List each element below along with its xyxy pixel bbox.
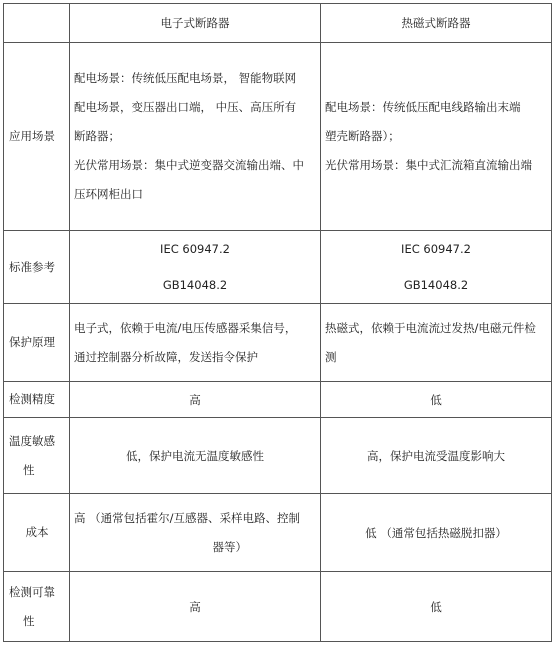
cell-electronic: 高 bbox=[70, 572, 321, 642]
cell-electronic: 电子式，依赖于电流/电压传感器采集信号， 通过控制器分析故障，发送指令保护 bbox=[70, 304, 321, 382]
comparison-table bbox=[3, 3, 552, 642]
header-electronic: 电子式断路器 bbox=[70, 4, 321, 43]
row-label: 检测可靠 性 bbox=[4, 572, 70, 642]
table-row bbox=[4, 43, 552, 231]
cell-electronic: 高 （通常包括霍尔/互感器、采样电路、控制 器等） bbox=[70, 494, 321, 572]
cell-electronic: 低，保护电流无温度敏感性 bbox=[70, 418, 321, 494]
table-row bbox=[4, 494, 552, 572]
table-row bbox=[4, 231, 552, 304]
table-header-row bbox=[4, 4, 552, 43]
table-row bbox=[4, 572, 552, 642]
table-row bbox=[4, 382, 552, 418]
row-label: 应用场景 bbox=[4, 43, 70, 231]
cell-thermal: 热磁式，依赖于电流流过发热/电磁元件检 测 bbox=[321, 304, 552, 382]
cell-thermal: IEC 60947.2 GB14048.2 bbox=[321, 231, 552, 304]
cell-electronic: IEC 60947.2 GB14048.2 bbox=[70, 231, 321, 304]
cell-thermal: 低 bbox=[321, 572, 552, 642]
row-label: 保护原理 bbox=[4, 304, 70, 382]
header-thermal: 热磁式断路器 bbox=[321, 4, 552, 43]
cell-electronic: 高 bbox=[70, 382, 321, 418]
table-row bbox=[4, 304, 552, 382]
table-row bbox=[4, 418, 552, 494]
cell-thermal: 配电场景：传统低压配电线路输出末端 塑壳断路器）； 光伏常用场景：集中式汇流箱直流输出端 bbox=[321, 43, 552, 231]
cell-thermal: 低 （通常包括热磁脱扣器） bbox=[321, 494, 552, 572]
cell-thermal: 高，保护电流受温度影响大 bbox=[321, 418, 552, 494]
row-label: 成本 bbox=[4, 494, 70, 572]
cell-electronic: 配电场景：传统低压配电场景， 智能物联网 配电场景，变压器出口端， 中压、高压所有 断路器； 光伏常用场景：集中式逆变器交流输出端、中 压环网柜出口 bbox=[70, 43, 321, 231]
header-empty-cell bbox=[4, 4, 70, 43]
cell-thermal: 低 bbox=[321, 382, 552, 418]
row-label: 标准参考 bbox=[4, 231, 70, 304]
row-label: 检测精度 bbox=[4, 382, 70, 418]
row-label: 温度敏感 性 bbox=[4, 418, 70, 494]
